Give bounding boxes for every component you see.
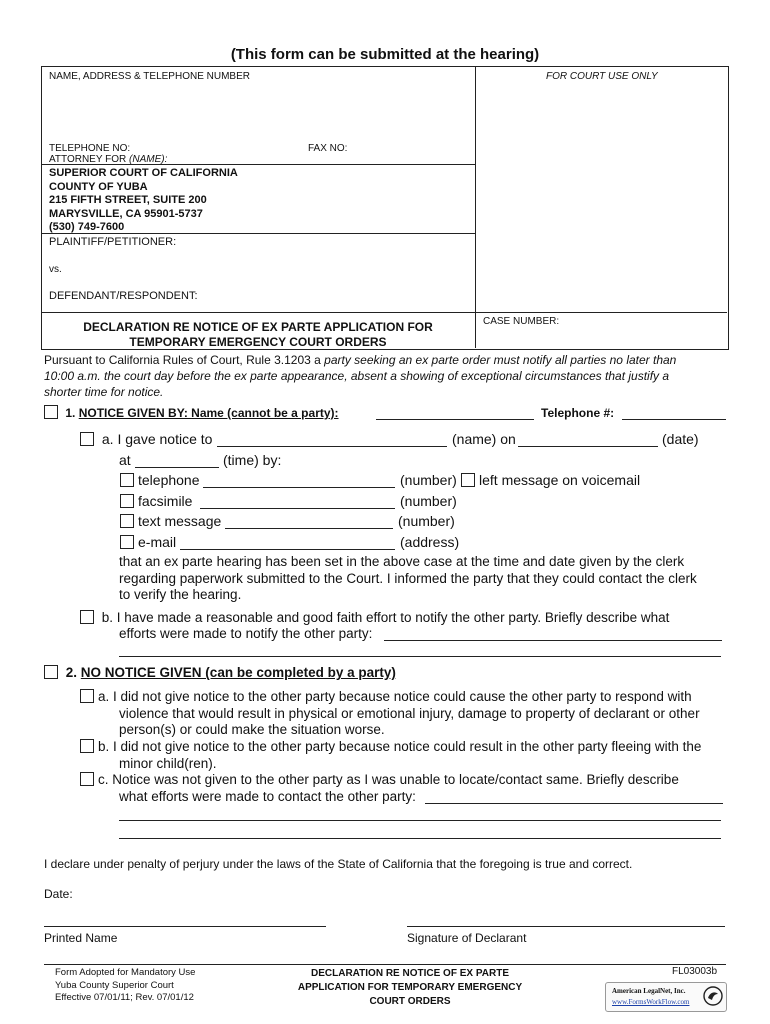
method-facsimile-field[interactable] <box>200 508 395 509</box>
publisher-logo-icon <box>703 986 723 1006</box>
section2-header <box>44 665 396 680</box>
section2-a-line-2: violence that would result in physical or emotional injury, damage to property of declarant or other <box>119 705 700 721</box>
section1-a-label: a. <box>101 431 114 447</box>
section2-c-checkbox[interactable] <box>80 772 94 786</box>
method-text-field[interactable] <box>225 528 393 529</box>
section1-a-checkbox[interactable] <box>80 432 94 446</box>
telephone-label: TELEPHONE NO: <box>49 143 131 154</box>
section2-b-row <box>80 739 730 772</box>
intro-paragraph <box>44 352 734 400</box>
name-address-label: NAME, ADDRESS & TELEPHONE NUMBER <box>49 71 250 82</box>
method-telephone-checkbox[interactable] <box>120 473 134 487</box>
method-email-checkbox[interactable] <box>120 535 134 549</box>
notice-at-label: at <box>119 452 131 468</box>
section2-c-label: c. <box>98 772 109 787</box>
court-address <box>49 167 238 235</box>
footer-center-line: DECLARATION RE NOTICE OF EX PARTE <box>311 968 509 979</box>
defendant-label: DEFENDANT/RESPONDENT: <box>49 290 198 302</box>
section1-b-row <box>80 609 669 626</box>
footer-center <box>260 967 560 1009</box>
notice-time-hint: (time) by: <box>223 452 282 468</box>
publisher-website[interactable]: www.FormsWorkFlow.com <box>612 998 690 1006</box>
attorney-name-hint: (NAME): <box>129 154 168 165</box>
notice-name-hint: (name) on <box>452 431 516 447</box>
efforts-field-1[interactable] <box>384 640 722 641</box>
fax-label: FAX NO: <box>308 143 348 154</box>
method-telephone-hint: (number) <box>400 472 457 488</box>
court-use-label: FOR COURT USE ONLY <box>546 71 658 82</box>
caption-vertical-divider <box>475 66 476 348</box>
form-header: (This form can be submitted at the hearing) <box>230 46 540 63</box>
intro-plain: Pursuant to California Rules of Court, Rule 3.1203 a <box>44 353 325 367</box>
method-facsimile-label: facsimile <box>138 493 193 509</box>
notice-time-field[interactable] <box>135 467 219 468</box>
caption-divider-title <box>41 312 727 313</box>
footer-left-line: Yuba County Superior Court <box>55 979 174 991</box>
section2-checkbox[interactable] <box>44 665 58 679</box>
publisher-name: American LegalNet, Inc. <box>612 987 686 995</box>
footer-left-line: Effective 07/01/11; Rev. 07/01/12 <box>55 992 194 1003</box>
section1-a-text: I gave notice to <box>117 431 213 447</box>
method-text <box>120 513 221 529</box>
footer-center-line: APPLICATION FOR TEMPORARY EMERGENCY <box>297 982 523 993</box>
section1-checkbox[interactable] <box>44 405 58 419</box>
notice-line: that an ex parte hearing has been set in the above case at the time and date given by the clerk <box>119 554 685 569</box>
section1-telephone-line <box>622 419 726 420</box>
section2-a-row <box>80 689 730 739</box>
section1-number: 1. <box>65 406 76 420</box>
plaintiff-label: PLAINTIFF/PETITIONER: <box>49 236 177 248</box>
footer-left-line: Form Adopted for Mandatory Use <box>55 967 196 978</box>
notice-paragraph <box>119 554 729 604</box>
court-line: 215 FIFTH STREET, SUITE 200 <box>49 194 207 207</box>
intro-italic-3: shorter time for notice. <box>44 385 164 399</box>
attorney-for-text: ATTORNEY FOR <box>49 154 127 165</box>
printed-name-field[interactable] <box>44 926 326 927</box>
section1-b-checkbox[interactable] <box>80 610 94 624</box>
form-code: FL03003b <box>672 966 718 977</box>
section2-number: 2. <box>65 665 78 680</box>
section2-a-checkbox[interactable] <box>80 689 94 703</box>
method-email-field[interactable] <box>180 549 395 550</box>
method-text-hint: (number) <box>398 513 455 529</box>
court-line: (530) 749-7600 <box>49 221 125 234</box>
notice-name-field[interactable] <box>217 446 447 447</box>
section2-b-checkbox[interactable] <box>80 739 94 753</box>
section2-b-line-2: minor child(ren). <box>119 755 217 771</box>
method-text-label: text message <box>138 513 222 529</box>
contact-efforts-field-2[interactable] <box>119 820 721 821</box>
signature-field[interactable] <box>407 926 725 927</box>
section2-b-line-1: I did not give notice to the other party because notice could result in the other party fleeing with the <box>113 739 702 754</box>
printed-name-label: Printed Name <box>44 931 118 945</box>
notice-date-hint: (date) <box>662 431 699 447</box>
attorney-for-label <box>49 154 167 165</box>
signature-label: Signature of Declarant <box>407 931 527 945</box>
method-telephone <box>120 472 200 488</box>
section2-a-label: a. <box>98 689 110 704</box>
section2-c-row <box>80 772 730 805</box>
method-facsimile-checkbox[interactable] <box>120 494 134 508</box>
method-email <box>120 534 176 550</box>
section1-header <box>44 405 728 420</box>
court-line: MARYSVILLE, CA 95901-5737 <box>49 207 203 220</box>
voicemail-label: left message on voicemail <box>479 472 641 488</box>
declaration-text: I declare under penalty of perjury under the laws of the State of California that the foregoing is true and correct. <box>44 857 633 871</box>
publisher-badge <box>605 982 727 1012</box>
section1-b-text-1: I have made a reasonable and good faith effort to notify the other party. Briefly describe what <box>116 610 670 625</box>
method-email-label: e-mail <box>138 534 177 550</box>
title-line-2: TEMPORARY EMERGENCY COURT ORDERS <box>129 335 387 349</box>
notice-line: regarding paperwork submitted to the Court. I informed the party that they could contact the clerk <box>119 570 697 586</box>
section2-a-line-1: I did not give notice to the other party because notice could cause the other party to respond with <box>113 689 692 704</box>
section1-b-label: b. <box>101 610 114 625</box>
method-facsimile <box>120 493 192 509</box>
title-line-1: DECLARATION RE NOTICE OF EX PARTE APPLICATION FOR <box>83 320 433 334</box>
section2-b-label: b. <box>98 739 110 754</box>
notice-date-field[interactable] <box>518 446 658 447</box>
voicemail-checkbox[interactable] <box>461 473 475 487</box>
court-line: COUNTY OF YUBA <box>49 180 148 193</box>
section2-c-line-1: Notice was not given to the other party as I was unable to locate/contact same. Briefly describe <box>112 772 679 787</box>
contact-efforts-field-3[interactable] <box>119 838 721 839</box>
method-telephone-field[interactable] <box>203 487 395 488</box>
section1-b-text-2: efforts were made to notify the other party: <box>119 626 373 641</box>
section1-title: NOTICE GIVEN BY: Name (cannot be a party): <box>78 406 339 420</box>
section2-title: NO NOTICE GIVEN (can be completed by a party) <box>80 665 396 680</box>
footer-rule <box>44 964 726 965</box>
footer-center-line: COURT ORDERS <box>369 996 451 1007</box>
form-title <box>41 320 475 350</box>
section2-a-line-3: person(s) or could make the situation worse. <box>119 722 385 737</box>
footer-left <box>55 967 195 1005</box>
section1-telephone-label: Telephone #: <box>541 406 615 420</box>
vs-label: vs. <box>49 264 62 275</box>
voicemail-option <box>461 472 640 488</box>
contact-efforts-field-1[interactable] <box>425 803 723 804</box>
method-email-hint: (address) <box>400 534 460 550</box>
case-number-label: CASE NUMBER: <box>483 316 560 327</box>
intro-italic-2: 10:00 a.m. the court day before the ex parte appearance, absent a showing of exceptional circumstances that justify a <box>44 369 670 383</box>
efforts-field-2[interactable] <box>119 656 721 657</box>
section1-a-row <box>80 431 212 447</box>
method-facsimile-hint: (number) <box>400 493 457 509</box>
intro-italic-1: party seeking an ex parte order must notify all parties no later than <box>324 353 677 367</box>
notice-line: to verify the hearing. <box>119 587 242 602</box>
section2-c-line-2: what efforts were made to contact the other party: <box>119 788 416 804</box>
section1-name-line <box>376 419 534 420</box>
date-label: Date: <box>44 887 73 901</box>
court-line: SUPERIOR COURT OF CALIFORNIA <box>49 167 238 179</box>
method-text-checkbox[interactable] <box>120 514 134 528</box>
method-telephone-label: telephone <box>138 472 200 488</box>
